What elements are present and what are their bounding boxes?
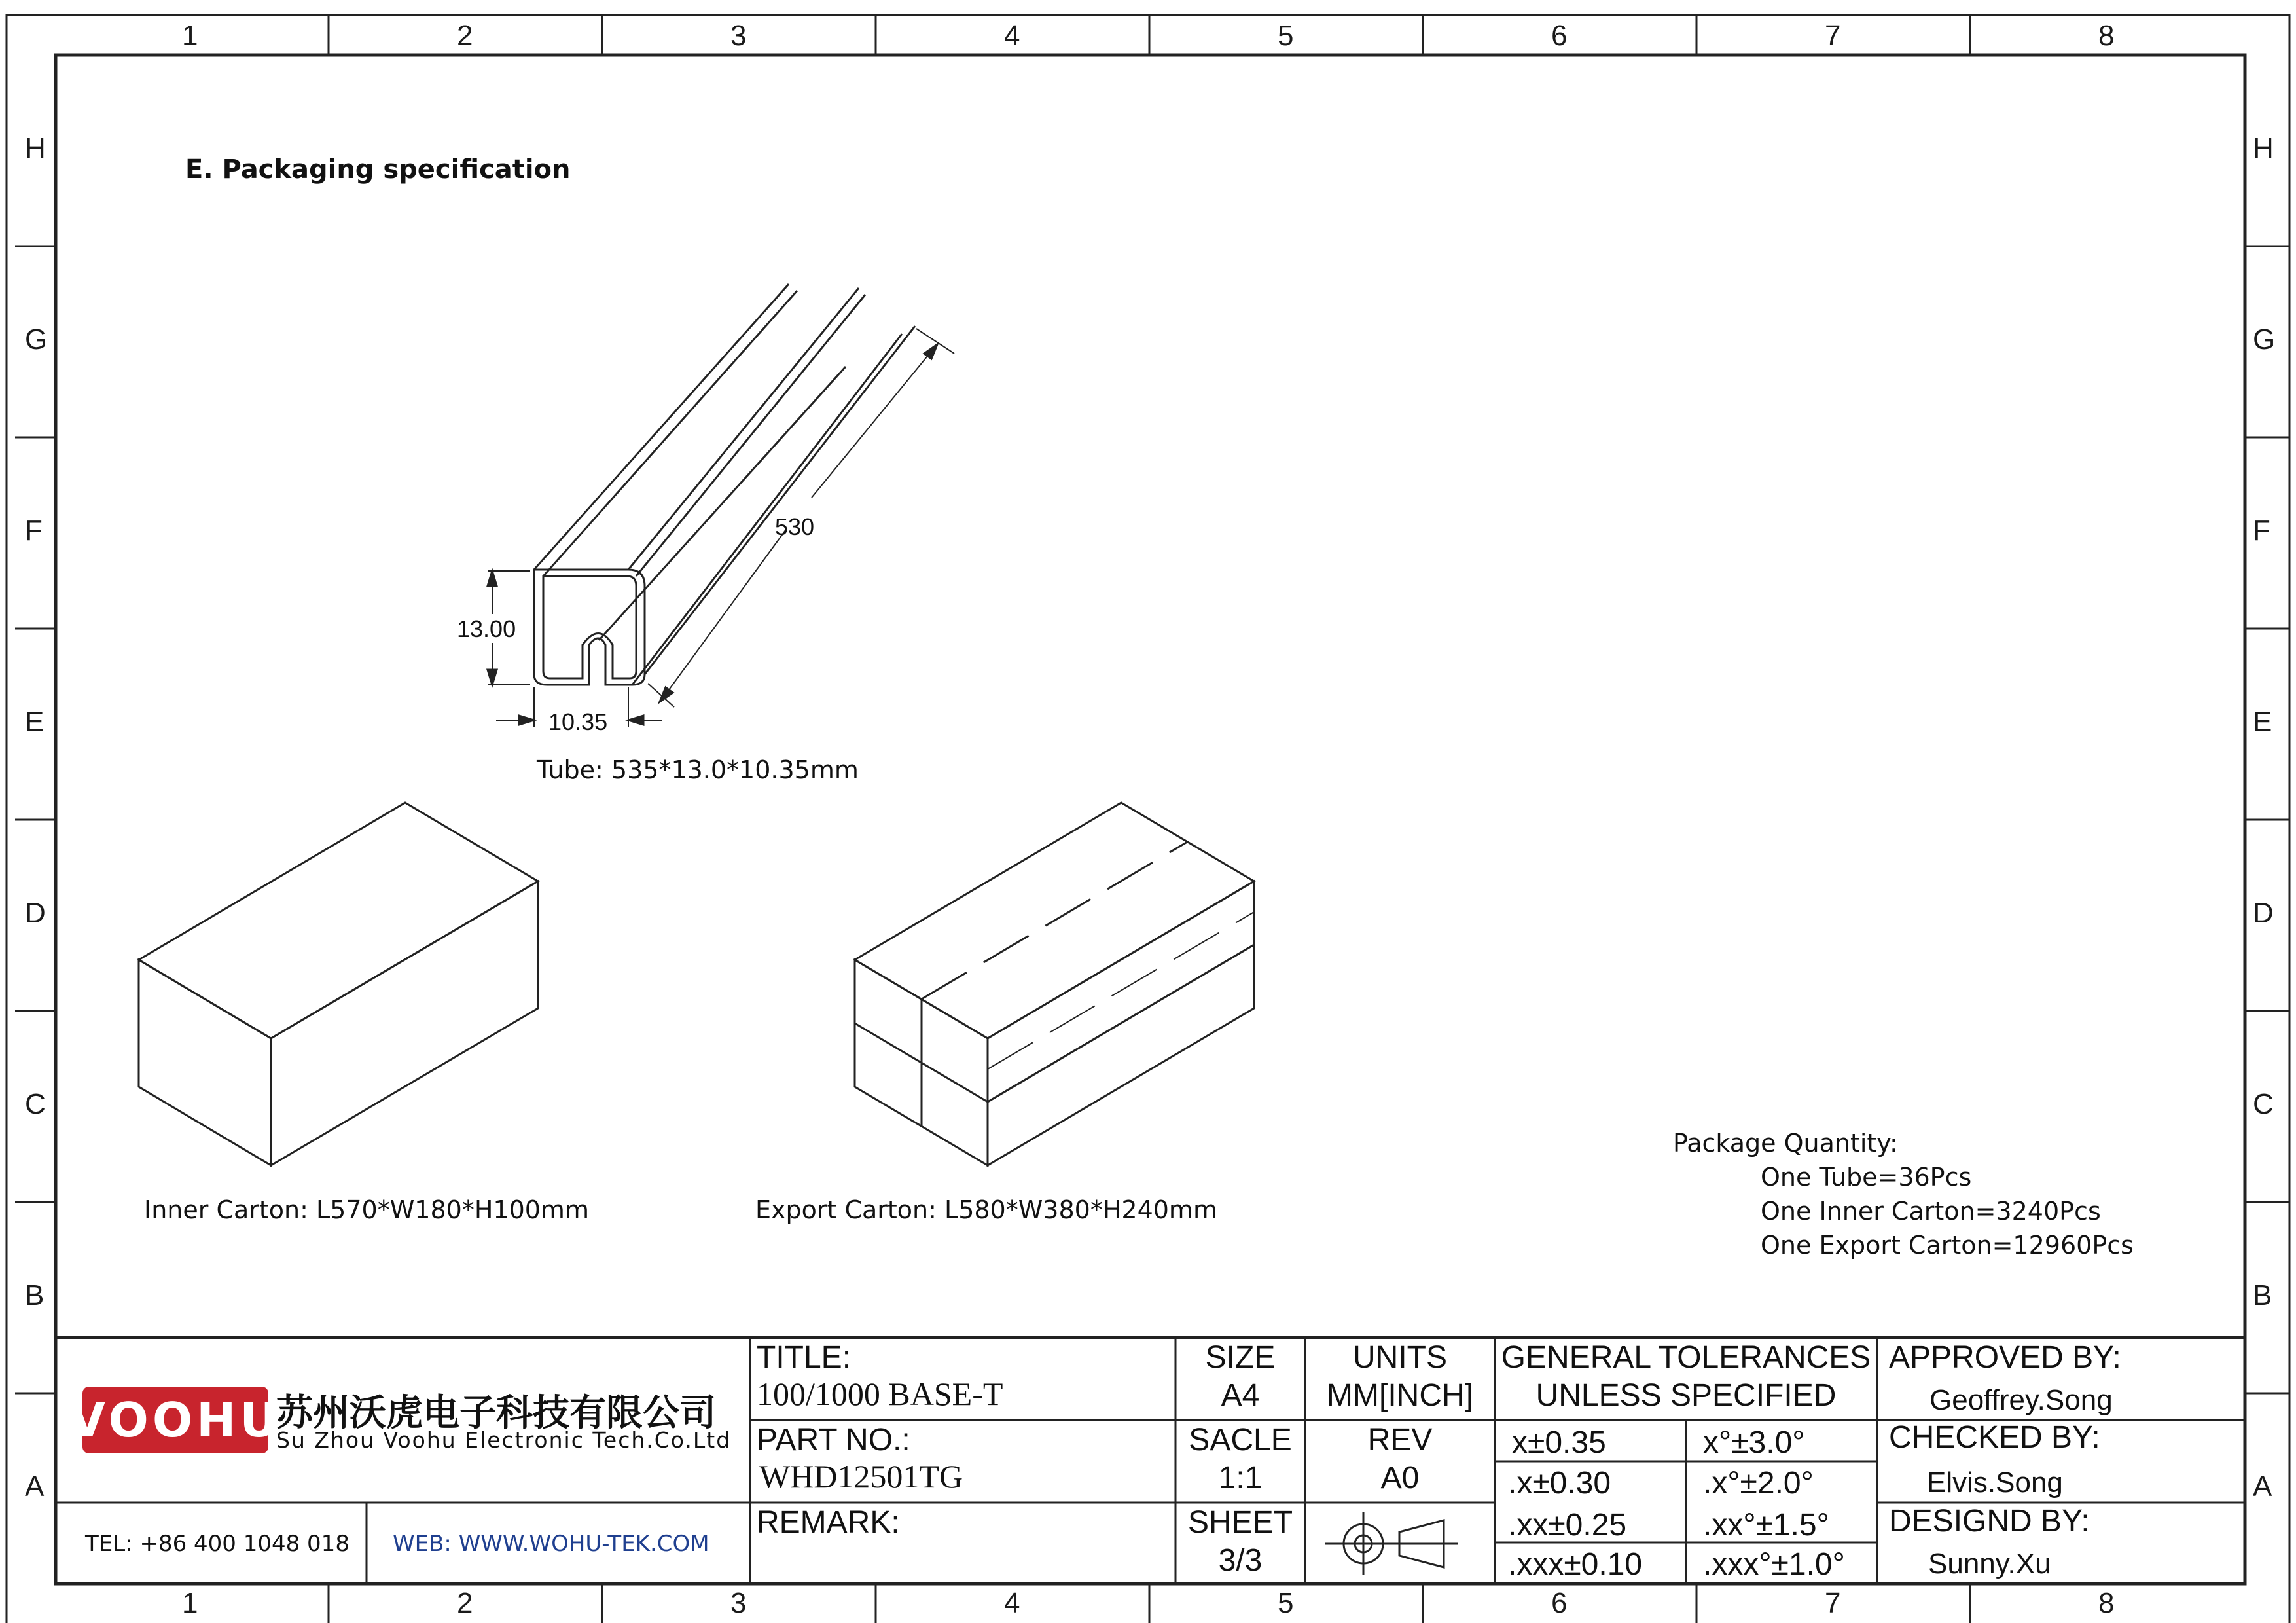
- col-label-bottom-3: 3: [730, 1587, 747, 1619]
- tolerance-linear-0: x±0.35: [1512, 1425, 1606, 1460]
- rev-label: REV: [1367, 1423, 1433, 1457]
- package-quantity-line-export: One Export Carton=12960Pcs: [1761, 1231, 2134, 1260]
- tolerance-heading-2: UNLESS SPECIFIED: [1535, 1378, 1837, 1413]
- col-label-bottom-4: 4: [1004, 1587, 1020, 1619]
- row-label-A: A: [25, 1470, 45, 1503]
- export-carton-caption: Export Carton: L580*W380*H240mm: [755, 1195, 1217, 1224]
- section-title: E. Packaging specification: [185, 155, 571, 185]
- row-label-right-E: E: [2253, 706, 2272, 738]
- tolerance-linear-3: .xxx±0.10: [1508, 1547, 1643, 1582]
- part-no-value: WHD12501TG: [759, 1458, 963, 1495]
- col-label-4: 4: [1004, 20, 1020, 52]
- approved-by-value: Geoffrey.Song: [1929, 1384, 2113, 1416]
- package-quantity-line-inner: One Inner Carton=3240Pcs: [1761, 1197, 2101, 1226]
- col-label-bottom-8: 8: [2098, 1587, 2115, 1619]
- tolerance-angular-0: x°±3.0°: [1703, 1425, 1805, 1460]
- company-web: WEB: WWW.WOHU-TEK.COM: [393, 1531, 709, 1557]
- row-label-right-B: B: [2253, 1279, 2272, 1311]
- rev-value: A0: [1380, 1461, 1420, 1495]
- title-value: 100/1000 BASE-T: [757, 1376, 1003, 1412]
- third-angle-projection-icon: [1325, 1512, 1458, 1575]
- tolerance-linear-2: .xx±0.25: [1508, 1508, 1627, 1542]
- row-label-E: E: [25, 706, 45, 738]
- col-label-5: 5: [1278, 20, 1294, 52]
- col-label-bottom-2: 2: [457, 1587, 473, 1619]
- size-value: A4: [1221, 1378, 1260, 1413]
- row-label-H: H: [25, 132, 46, 164]
- size-label: SIZE: [1205, 1340, 1276, 1375]
- package-quantity-line-tube: One Tube=36Pcs: [1761, 1163, 1972, 1192]
- col-label-bottom-6: 6: [1551, 1587, 1568, 1619]
- col-label-7: 7: [1825, 20, 1841, 52]
- col-label-1: 1: [182, 20, 198, 52]
- checked-by-value: Elvis.Song: [1927, 1467, 2063, 1499]
- units-value: MM[INCH]: [1327, 1378, 1473, 1413]
- designed-by-value: Sunny.Xu: [1928, 1548, 2051, 1580]
- row-label-right-D: D: [2253, 897, 2274, 929]
- col-label-3: 3: [730, 20, 747, 52]
- tolerance-angular-3: .xxx°±1.0°: [1703, 1547, 1845, 1582]
- row-label-D: D: [25, 897, 46, 929]
- col-label-8: 8: [2098, 20, 2115, 52]
- scale-label: SACLE: [1189, 1423, 1292, 1457]
- tube-dim-width: 10.35: [548, 708, 608, 735]
- approved-by-label: APPROVED BY:: [1889, 1340, 2121, 1375]
- col-label-2: 2: [457, 20, 473, 52]
- title-label: TITLE:: [757, 1340, 852, 1375]
- row-label-G: G: [25, 323, 48, 356]
- row-label-right-H: H: [2253, 132, 2274, 164]
- designed-by-label: DESIGND BY:: [1889, 1504, 2090, 1539]
- col-label-bottom-5: 5: [1278, 1587, 1294, 1619]
- col-label-bottom-7: 7: [1825, 1587, 1841, 1619]
- tube-caption: Tube: 535*13.0*10.35mm: [537, 756, 859, 784]
- tolerance-angular-1: .x°±2.0°: [1703, 1466, 1814, 1501]
- units-label: UNITS: [1353, 1340, 1447, 1375]
- package-quantity-heading: Package Quantity:: [1673, 1129, 1898, 1158]
- row-label-right-F: F: [2253, 515, 2270, 547]
- scale-value: 1:1: [1218, 1461, 1263, 1495]
- company-tel: TEL: +86 400 1048 018: [85, 1531, 350, 1557]
- part-no-label: PART NO.:: [757, 1423, 910, 1457]
- col-label-6: 6: [1551, 20, 1568, 52]
- remark-label: REMARK:: [757, 1505, 900, 1540]
- row-label-right-C: C: [2253, 1088, 2274, 1120]
- col-label-bottom-1: 1: [182, 1587, 198, 1619]
- row-label-right-A: A: [2253, 1470, 2272, 1503]
- sheet-value: 3/3: [1218, 1543, 1263, 1578]
- company-name-cn: 苏州沃虎电子科技有限公司: [276, 1392, 716, 1434]
- logo-text: VOOHU: [69, 1393, 282, 1448]
- company-logo: [69, 1387, 282, 1453]
- inner-carton-caption: Inner Carton: L570*W180*H100mm: [144, 1195, 589, 1224]
- tolerance-linear-1: .x±0.30: [1508, 1466, 1611, 1501]
- checked-by-label: CHECKED BY:: [1889, 1420, 2100, 1455]
- tolerance-angular-2: .xx°±1.5°: [1703, 1508, 1829, 1542]
- sheet-label: SHEET: [1187, 1505, 1293, 1540]
- tube-dim-length: 530: [775, 513, 815, 540]
- company-name-en: Su Zhou Voohu Electronic Tech.Co.Ltd: [276, 1427, 732, 1453]
- row-label-B: B: [25, 1279, 45, 1311]
- row-label-F: F: [25, 515, 43, 547]
- tolerance-heading-1: GENERAL TOLERANCES: [1501, 1340, 1871, 1375]
- row-label-C: C: [25, 1088, 46, 1120]
- row-label-right-G: G: [2253, 323, 2276, 356]
- tube-dim-height: 13.00: [457, 615, 516, 642]
